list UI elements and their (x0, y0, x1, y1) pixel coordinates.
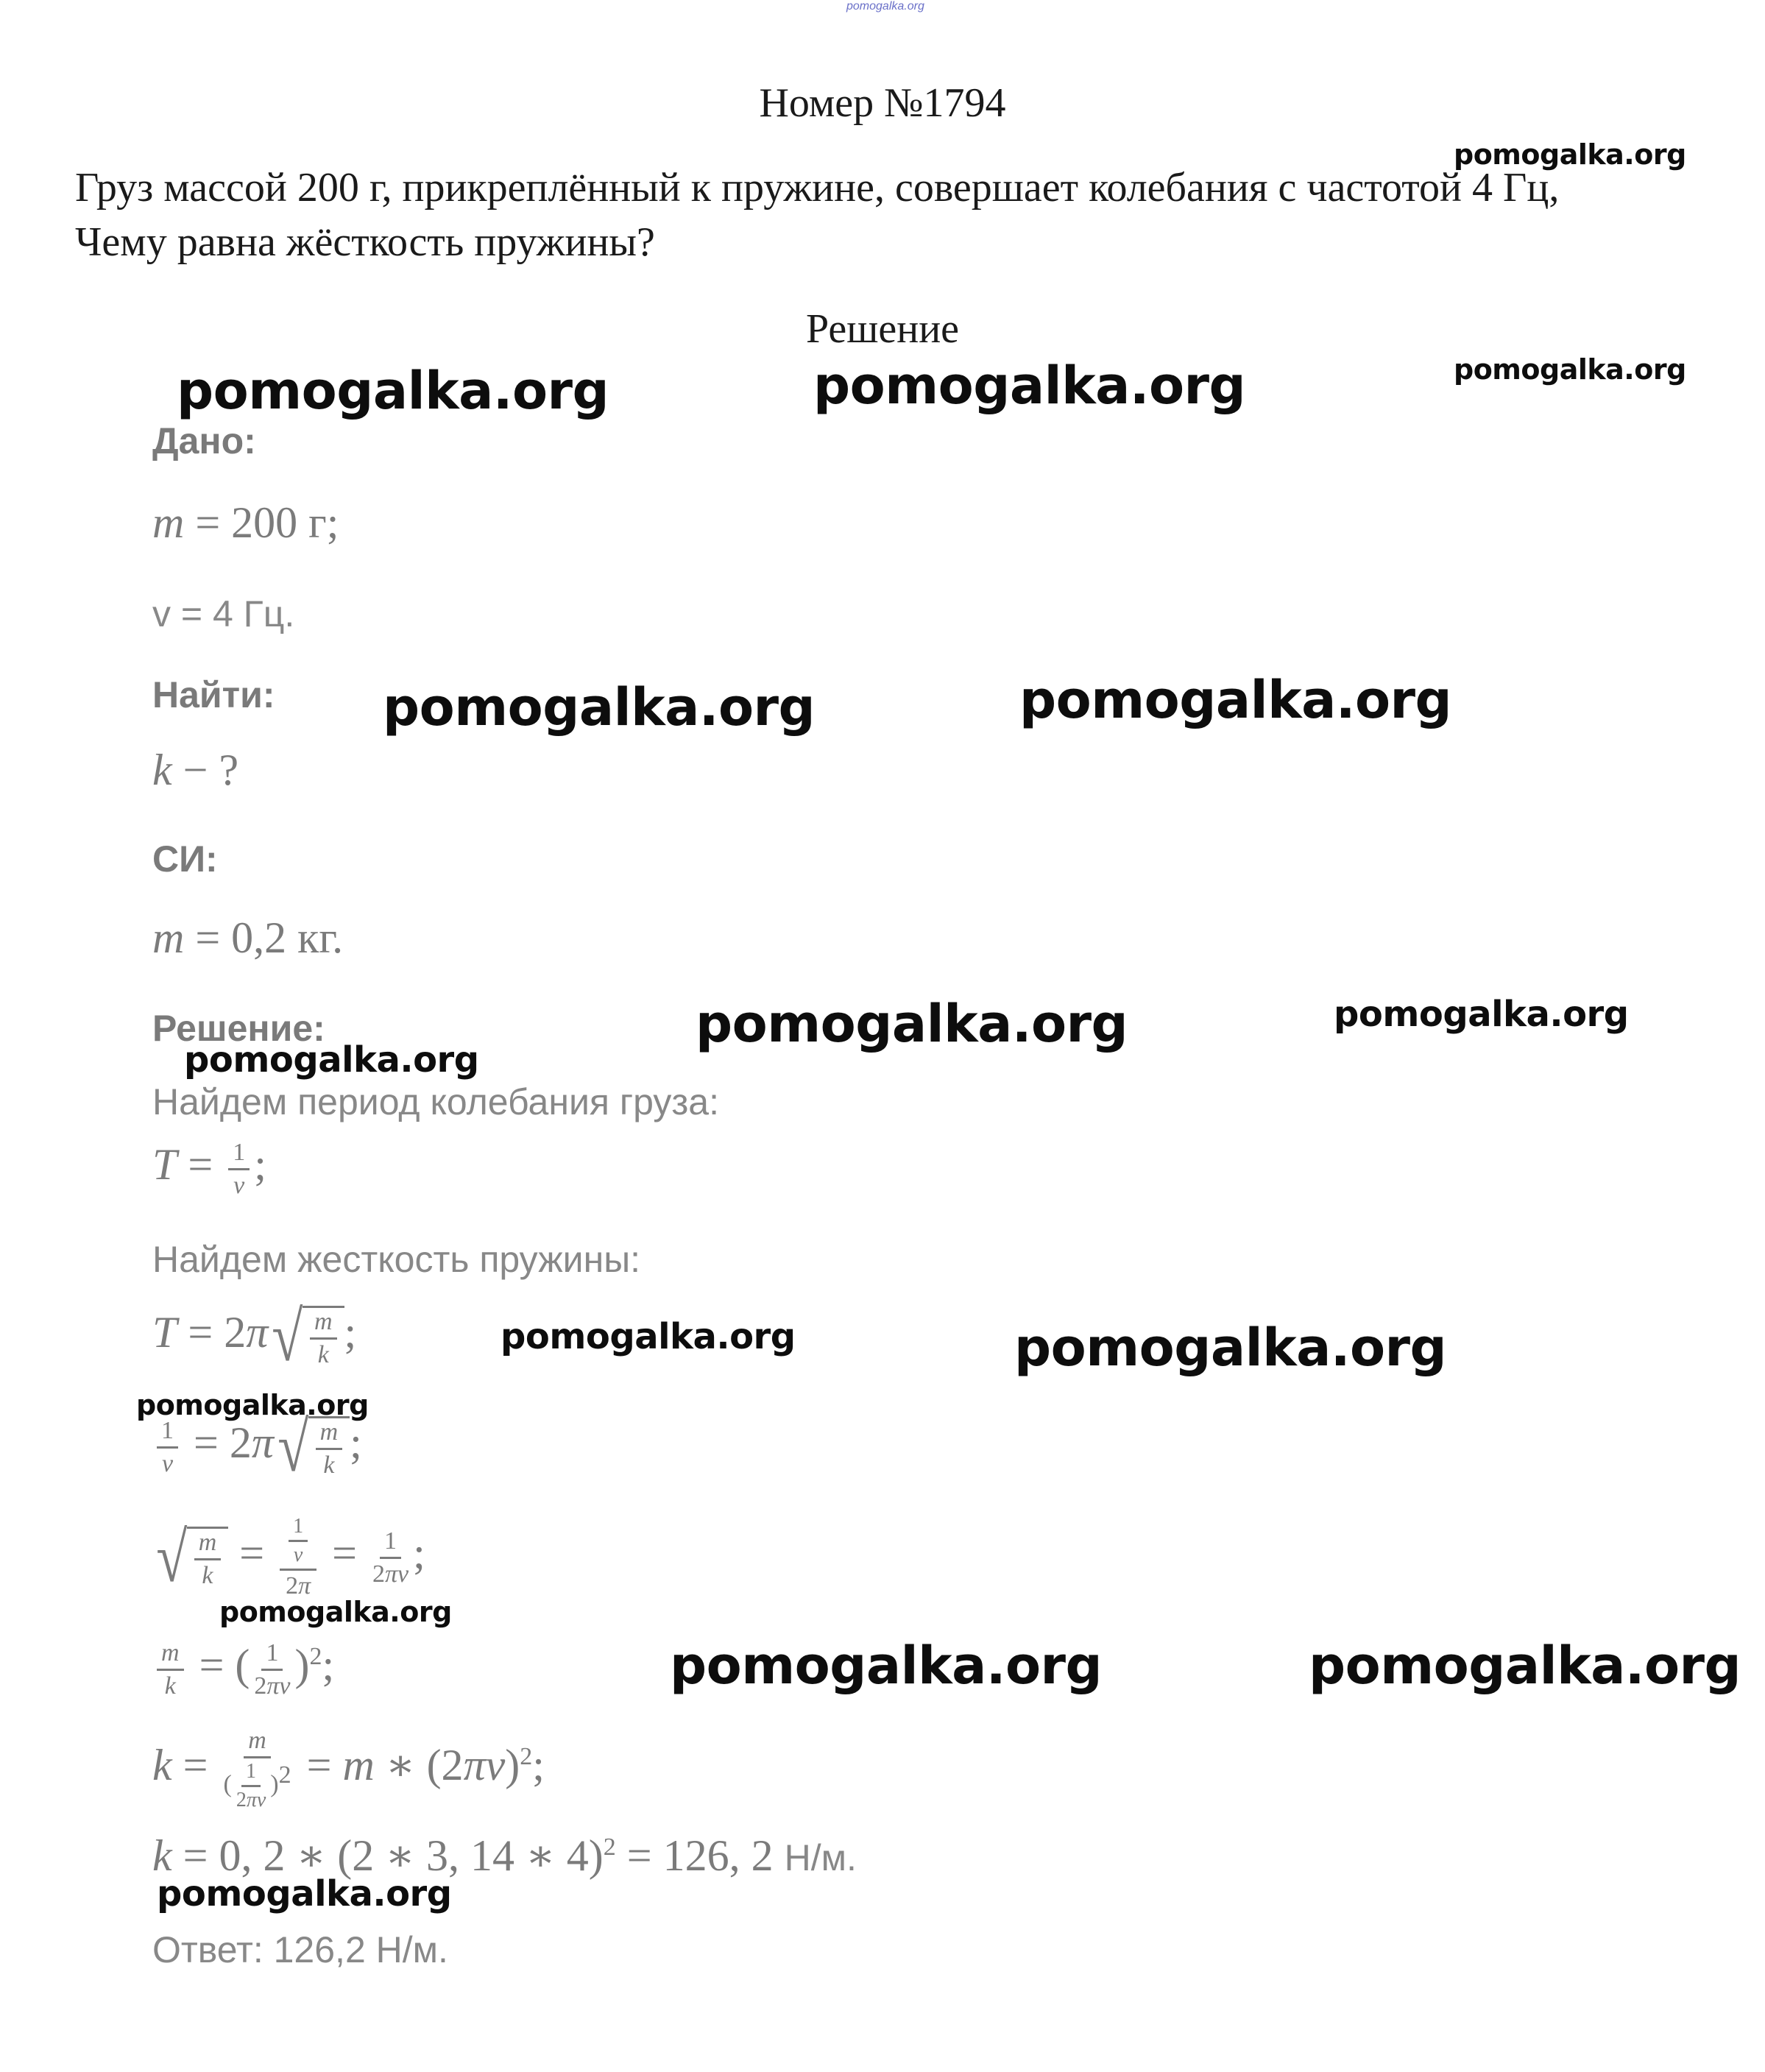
watermark: pomogalka.org (184, 1039, 479, 1081)
formula-final-calc: k = 0, 2 ∗ (2 ∗ 3, 14 ∗ 4)$^2$ = 126, 2 Н/м. (152, 1831, 857, 1880)
watermark: pomogalka.org (383, 677, 816, 738)
watermark: pomogalka.org (501, 1316, 796, 1357)
watermark: pomogalka.org (1454, 138, 1686, 171)
watermark: pomogalka.org (1014, 1318, 1447, 1378)
formula-step-3: √ $\frac{m}{k}$ = $\frac{\frac{1}{\nu}}{2\pi}$ = $\frac{1}{2\pi\nu}$ ; (156, 1515, 425, 1599)
si-label: СИ: (152, 838, 218, 880)
watermark: pomogalka.org (1019, 670, 1452, 730)
given-label: Дано: (152, 420, 256, 462)
page-title: Номер №1794 (759, 80, 1006, 126)
watermark: pomogalka.org (136, 1389, 369, 1421)
watermark: pomogalka.org (219, 1596, 452, 1628)
watermark: pomogalka.org (813, 356, 1246, 416)
solution-label: Решение: (152, 1008, 325, 1049)
watermark: pomogalka.org (1334, 994, 1629, 1035)
answer-text: Ответ: 126,2 Н/м. (152, 1929, 448, 1970)
watermark: pomogalka.org (1454, 353, 1686, 386)
watermark: pomogalka.org (696, 994, 1128, 1054)
step-period-text: Найдем период колебания груза: (152, 1081, 719, 1122)
formula-step-4: $\frac{m}{k}$ = ( $\frac{1}{2\pi\nu}$ )$^2$; (152, 1640, 334, 1699)
formula-pendulum: T = 2π √ $\frac{m}{k}$ ; (152, 1297, 357, 1376)
watermark: pomogalka.org (157, 1873, 452, 1914)
problem-line-2: Чему равна жёсткость пружины? (75, 219, 655, 265)
find-k: k − ? (152, 746, 239, 794)
formula-step-5: k = m ( $\frac{1}{2\pi\nu}$ )$^2$ = m ∗ $(2\pi\nu)^2$; (152, 1727, 545, 1811)
problem-line-1: Груз массой 200 г, прикреплённый к пружине, совершает колебания с частотой 4 Гц, (75, 165, 1560, 211)
step-stiffness-text: Найдем жесткость пружины: (152, 1239, 641, 1280)
formula-period: T = $\frac{1}{\nu}$ ; (152, 1138, 266, 1199)
si-mass: m = 0,2 кг. (152, 913, 344, 962)
watermark: pomogalka.org (1309, 1636, 1741, 1696)
solution-heading: Решение (805, 306, 960, 352)
watermark-top: pomogalka.org (846, 0, 924, 13)
given-mass: m = 200 г; (152, 498, 339, 547)
formula-step-2: $\frac{1}{\nu}$ = 2π √ $\frac{m}{k}$ ; (152, 1412, 362, 1482)
watermark: pomogalka.org (177, 361, 609, 421)
given-frequency: v = 4 Гц. (152, 593, 295, 634)
problem-text (75, 160, 1559, 269)
find-label: Найти: (152, 674, 275, 715)
watermark: pomogalka.org (670, 1636, 1103, 1696)
